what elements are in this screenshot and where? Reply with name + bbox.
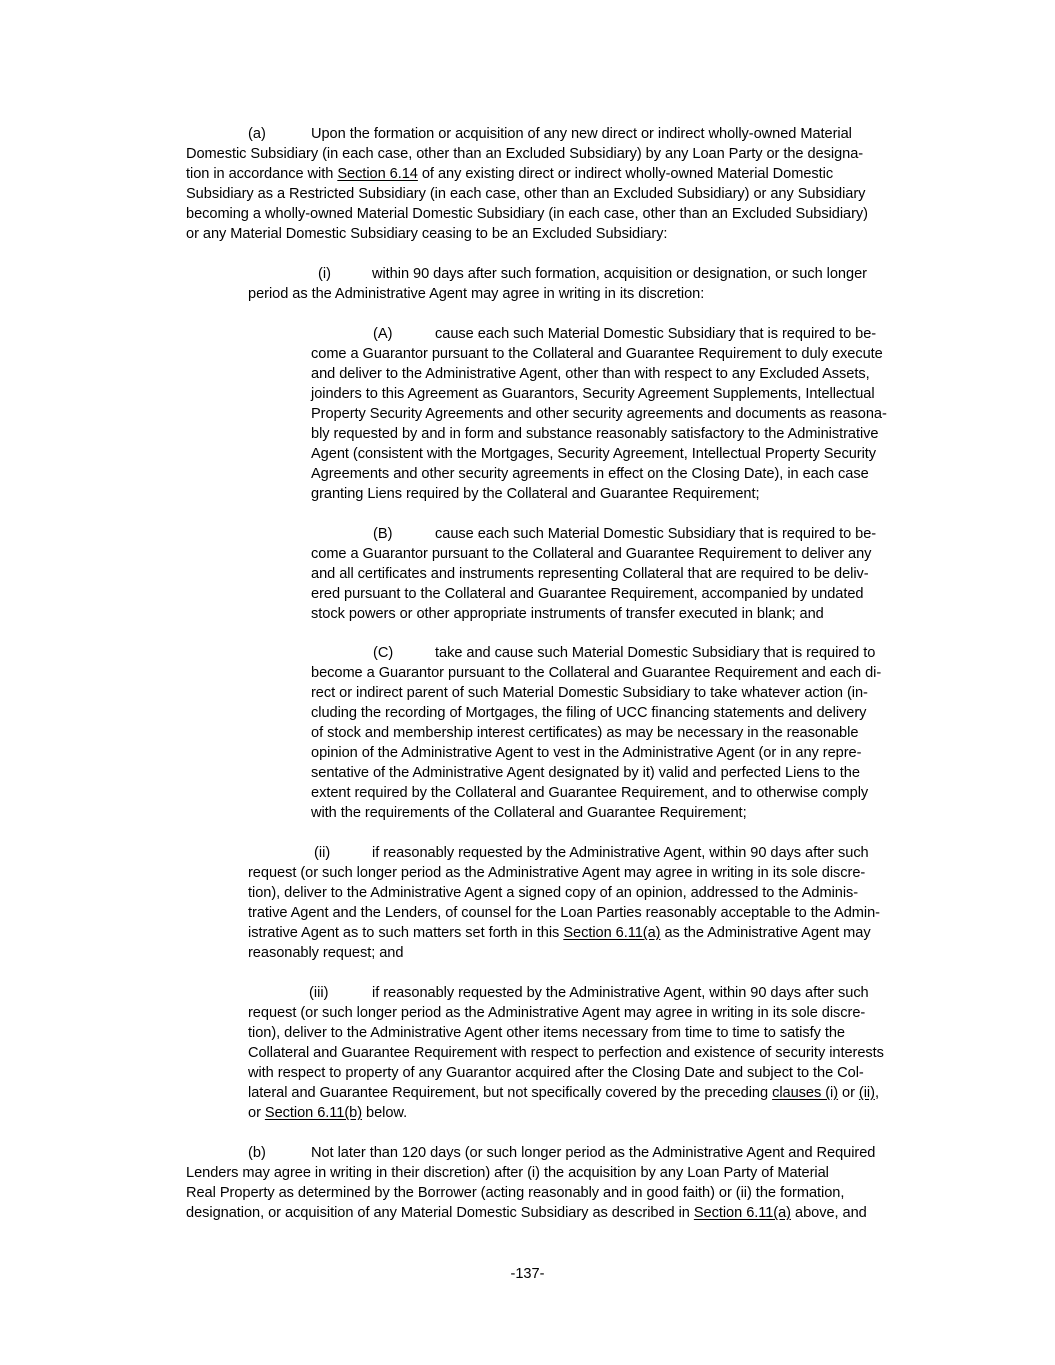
text-line: and deliver to the Administrative Agent, other than with respect to any Excluded Assets, (311, 366, 870, 382)
clause-ii-link[interactable]: (ii) (858, 1085, 875, 1101)
section-6-14-link[interactable]: Section 6.14 (337, 166, 418, 182)
text-line: cause each such Material Domestic Subsidiary that is required to be- (435, 526, 877, 542)
text-line: request (or such longer period as the Administrative Agent may agree in writing in its sole discre- (248, 1005, 866, 1021)
text-line: lateral and Guarantee Requirement, but not specifically covered by the preceding clauses (i) or (ii), (248, 1085, 879, 1101)
text-line: reasonably request; and (248, 945, 404, 961)
text-line: Subsidiary as a Restricted Subsidiary (in each case, other than an Excluded Subsidiary) or any Subsidiary (186, 186, 866, 202)
section-6-11b-link[interactable]: Section 6.11(b) (264, 1105, 363, 1121)
clause-C-label: (C) (373, 645, 394, 661)
text-line: bly requested by and in form and substance reasonably satisfactory to the Administrative (311, 426, 879, 442)
paragraph-a-label: (a) (248, 126, 266, 142)
text-line: or any Material Domestic Subsidiary ceasing to be an Excluded Subsidiary: (186, 226, 668, 242)
text-line: sentative of the Administrative Agent designated by it) valid and perfected Liens to the (311, 765, 860, 781)
text-line: take and cause such Material Domestic Subsidiary that is required to (435, 645, 876, 661)
text-line: Property Security Agreements and other security agreements and documents as reasona- (311, 406, 887, 422)
text-line: come a Guarantor pursuant to the Collateral and Guarantee Requirement to duly execute (311, 346, 883, 362)
text-line: come a Guarantor pursuant to the Collateral and Guarantee Requirement to deliver any (311, 546, 872, 562)
text-line: joinders to this Agreement as Guarantors, Security Agreement Supplements, Intellectual (311, 386, 875, 402)
text-line: cause each such Material Domestic Subsidiary that is required to be- (435, 326, 877, 342)
page-number: -137- (510, 1266, 545, 1282)
text-line: tion), deliver to the Administrative Agent other items necessary from time to time to satisfy the (248, 1025, 845, 1041)
text-line: become a Guarantor pursuant to the Collateral and Guarantee Requirement and each di- (311, 665, 882, 681)
text-line: request (or such longer period as the Administrative Agent may agree in writing in its sole discre- (248, 865, 866, 881)
text-line: of stock and membership interest certificates) as may be necessary in the reasonable (311, 725, 859, 741)
text-line: and all certificates and instruments representing Collateral that are required to be deliv- (311, 566, 869, 582)
section-6-11a-link[interactable]: Section 6.11(a) (693, 1205, 791, 1221)
text-line: istrative Agent as to such matters set forth in this Section 6.11(a) as the Administrative Agent may (248, 925, 871, 941)
text-line: Agent (consistent with the Mortgages, Security Agreement, Intellectual Property Security (311, 446, 877, 462)
text-line: Lenders may agree in writing in their discretion) after (i) the acquisition by any Loan Party of Material (186, 1165, 829, 1181)
text-line: if reasonably requested by the Administrative Agent, within 90 days after such (372, 985, 869, 1001)
text-line: opinion of the Administrative Agent to vest in the Administrative Agent (or in any repre- (311, 745, 862, 761)
text-line: cluding the recording of Mortgages, the filing of UCC financing statements and delivery (311, 705, 867, 721)
text-line: period as the Administrative Agent may agree in writing in its discretion: (248, 286, 705, 302)
text-line: ered pursuant to the Collateral and Guarantee Requirement, accompanied by undated (311, 586, 864, 602)
text-line: granting Liens required by the Collateral and Guarantee Requirement; (311, 486, 760, 502)
text-line: within 90 days after such formation, acquisition or designation, or such longer (372, 266, 867, 282)
text-line: stock powers or other appropriate instruments of transfer executed in blank; and (311, 606, 824, 622)
text-line: or Section 6.11(b) below. (248, 1105, 408, 1121)
clause-B-label: (B) (373, 526, 393, 542)
text-line: designation, or acquisition of any Material Domestic Subsidiary as described in Section 6.11(a) above, and (186, 1205, 867, 1221)
paragraph-b-label: (b) (248, 1145, 266, 1161)
clause-ii-label: (ii) (314, 845, 331, 861)
section-6-11a-link[interactable]: Section 6.11(a) (563, 925, 661, 941)
text-line: tion), deliver to the Administrative Agent a signed copy of an opinion, addressed to the Adminis- (248, 885, 859, 901)
text-line: Domestic Subsidiary (in each case, other than an Excluded Subsidiary) by any Loan Party or the designa- (186, 146, 864, 162)
text-line: Real Property as determined by the Borrower (acting reasonably and in good faith) or (ii) the formation, (186, 1185, 845, 1201)
text-line: with the requirements of the Collateral and Guarantee Requirement; (311, 805, 747, 821)
text-line: with respect to property of any Guarantor acquired after the Closing Date and subject to the Col- (248, 1065, 864, 1081)
clauses-i-link[interactable]: clauses (i) (772, 1085, 839, 1101)
text-line: Collateral and Guarantee Requirement with respect to perfection and existence of security interests (248, 1045, 884, 1061)
text-line: tion in accordance with Section 6.14 of any existing direct or indirect wholly-owned Material Domestic (186, 166, 834, 182)
text-line: Agreements and other security agreements in effect on the Closing Date), in each case (311, 466, 869, 482)
text-line: if reasonably requested by the Administrative Agent, within 90 days after such (372, 845, 869, 861)
text-line: Upon the formation or acquisition of any new direct or indirect wholly-owned Material (311, 126, 852, 142)
text-line: trative Agent and the Lenders, of counsel for the Loan Parties reasonably acceptable to the Admin- (248, 905, 880, 921)
clause-A-label: (A) (373, 326, 393, 342)
text-line: extent required by the Collateral and Guarantee Requirement, and to otherwise comply (311, 785, 869, 801)
text-line: becoming a wholly-owned Material Domestic Subsidiary (in each case, other than an Excluded Subsidiary) (186, 206, 868, 222)
clause-iii-label: (iii) (309, 985, 329, 1001)
clause-i-label: (i) (318, 266, 331, 282)
text-line: Not later than 120 days (or such longer period as the Administrative Agent and Required (311, 1145, 876, 1161)
text-line: rect or indirect parent of such Material Domestic Subsidiary to take whatever action (in- (311, 685, 868, 701)
